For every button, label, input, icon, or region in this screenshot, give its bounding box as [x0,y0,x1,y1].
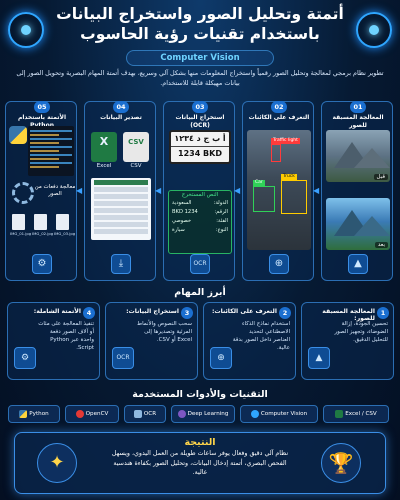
settings-icon: ⚙ [32,254,52,274]
ocr-icon: OCR [112,347,134,369]
mountain-shape [354,148,390,168]
pipeline-steps [5,101,395,281]
task-title: الأتمتة الشاملة: [33,308,81,315]
tool-computer-vision [240,405,318,423]
python-icon [19,410,27,418]
gear-icon: ⚙ [14,347,36,369]
step-number: 02 [271,101,287,113]
plate-latin-text: 1234 BKD [171,146,229,161]
task-card [7,302,100,380]
file-name: IMG_01.jpg [10,231,32,236]
ocr-row [169,199,231,208]
opencv-icon [76,410,84,418]
tool-label: Python [29,411,49,417]
export-files [91,132,151,168]
ocr-value: 1234 BKD [172,209,198,215]
file-name: IMG_03.jpg [54,231,76,236]
task-card [203,302,296,380]
file-name: IMG_02.jpg [32,231,54,236]
tool-deep-learning [171,405,235,423]
tool-label: Computer Vision [260,411,308,417]
after-tag: بعد [375,242,388,248]
tool-label: OCR [143,411,157,417]
ocr-row [169,226,231,235]
image-icon: ▲ [308,347,330,369]
file-icon [12,214,25,230]
task-title: التعرف على الكائنات: [211,308,277,315]
ocr-value: السعودية [172,200,192,206]
step-title: استخراج البيانات (OCR) [175,114,225,129]
ocr-header: النص المستخرج [181,192,219,198]
task-card [301,302,394,380]
task-number: 3 [181,307,193,319]
step-number: 04 [113,101,129,113]
code-editor-preview [28,126,74,176]
excel-icon [335,410,343,418]
plate-arabic-text: أ ب ج د ١٢٣٤ [174,134,226,143]
trophy-icon: 🏆 [321,443,361,483]
bbox-truck [281,174,307,214]
license-plate [169,130,231,164]
before-tag: قبل [374,174,388,180]
step-object-detection [242,101,314,281]
ocr-key: الدولة: [213,200,228,206]
before-image [326,130,390,182]
tool-ocr [124,405,166,423]
arrow-icon: ◀ [76,186,83,195]
task-body: استخدام نماذج الذكاء الاصطناعي لتحديد العناصر داخل الصور بدقة عالية. [232,321,290,351]
step-number: 01 [350,101,366,113]
task-body: سحب النصوص والأنماط المرئية وتصديرها إلى Excel أو CSV. [137,321,192,343]
tasks-title: أبرز المهام [174,287,226,298]
step-title: التعرف على الكائنات [248,114,310,121]
arrow-icon: ◀ [155,186,162,195]
intro-text: تطوير نظام برمجي لمعالجة وتحليل الصور رقمياً واستخراج المعلومات منها بشكل آلي وسريع، بهدف أتمتة المهام البصرية وتحويل الصور إلى بيانات مهيكلة قابلة للاستخدام. [16,69,384,87]
task-title: استخراج البيانات: [126,308,179,315]
ocr-value: خصوصي [172,218,192,224]
spreadsheet-preview [91,178,151,240]
batch-label: معالجة دفعات من الصور [34,184,76,197]
task-card [105,302,198,380]
street-scene-image [247,130,311,250]
tools-row [8,405,392,425]
step-ocr [163,101,235,281]
bbox-car [253,180,275,212]
ocr-key: الفئة: [216,218,228,224]
ocr-key: النوع: [215,227,228,233]
step-export [84,101,156,281]
ocr-result-card [168,190,232,254]
mountain-shape [354,216,390,236]
bbox-label: Car [255,180,263,185]
step-title: تصدير البيانات [100,114,142,121]
csv-file-icon: CSV [123,132,149,162]
step-number: 03 [192,101,208,113]
tool-opencv [65,405,119,423]
excel-caption: Excel [96,163,112,169]
file-icon [56,214,69,230]
python-logo-icon [9,126,27,144]
subtitle-badge: Computer Vision [126,50,274,66]
task-body: تنفيذ المعالجة على مئات أو آلاف الصور دفعة واحدة عبر Python Script. [38,321,94,351]
csv-caption: CSV [130,163,142,169]
ocr-key: الرقم: [214,209,228,215]
page-title-line2: باستخدام تقنيات رؤية الحاسوب [80,25,320,43]
result-title: النتيجة [184,437,216,448]
download-icon: ⤓ [111,254,131,274]
result-box [14,432,386,494]
bbox-label: Truck [283,174,295,179]
step-title: الأتمتة باستخدام [17,114,67,121]
bbox-traffic-light [271,138,298,162]
task-body: تحسين الجودة، إزالة الضوضاء، وتجهيز الصور للتحليل الدقيق. [334,321,388,343]
ocr-value: سيارة [172,227,185,233]
arrow-icon: ◀ [234,186,241,195]
bbox-label: Traffic light [273,138,298,143]
brain-icon [178,410,186,418]
tool-label: OpenCV [85,411,109,417]
ocr-icon: OCR [190,254,210,274]
page-title-line1: أتمتة وتحليل الصور واستخراج البيانات [56,5,344,23]
eye-icon [251,410,259,418]
result-body: نظام آلي دقيق وفعال يوفر ساعات طويلة من العمل اليدوي، ويسهل الفحص البصري، أتمتة إدخال البيانات، وتحليل الصور بكفاءة هندسية عالية. [111,450,289,476]
step-number: 05 [34,101,50,113]
target-icon: ⊕ [210,347,232,369]
target-icon: ⊕ [269,254,289,274]
tool-python [8,405,60,423]
gear-icon [12,182,34,204]
arrow-icon: ◀ [313,186,320,195]
tool-label: Excel / CSV [345,411,377,417]
ocr-row [169,217,231,226]
batch-files [10,214,74,250]
after-image [326,198,390,250]
tools-title: التقنيات والأدوات المستخدمة [132,389,268,400]
task-number: 1 [377,307,389,319]
tool-label: Deep Learning [187,411,229,417]
eye-icon-right [356,12,392,48]
eye-icon-left [8,12,44,48]
excel-file-icon: X [91,132,117,162]
ocr-row [169,208,231,217]
step-title: المعالجة المسبقة للصور [332,114,384,129]
ocr-icon [134,410,142,418]
step-python-automation [5,101,77,281]
tasks-grid [6,302,394,380]
image-icon: ▲ [348,254,368,274]
tool-excel-csv [323,405,389,423]
task-number: 4 [83,307,95,319]
task-title: المعالجة المسبقة للصور: [322,308,375,322]
step-preprocessing [321,101,393,281]
lightbulb-icon: ✦ [37,443,77,483]
task-number: 2 [279,307,291,319]
file-icon [34,214,47,230]
